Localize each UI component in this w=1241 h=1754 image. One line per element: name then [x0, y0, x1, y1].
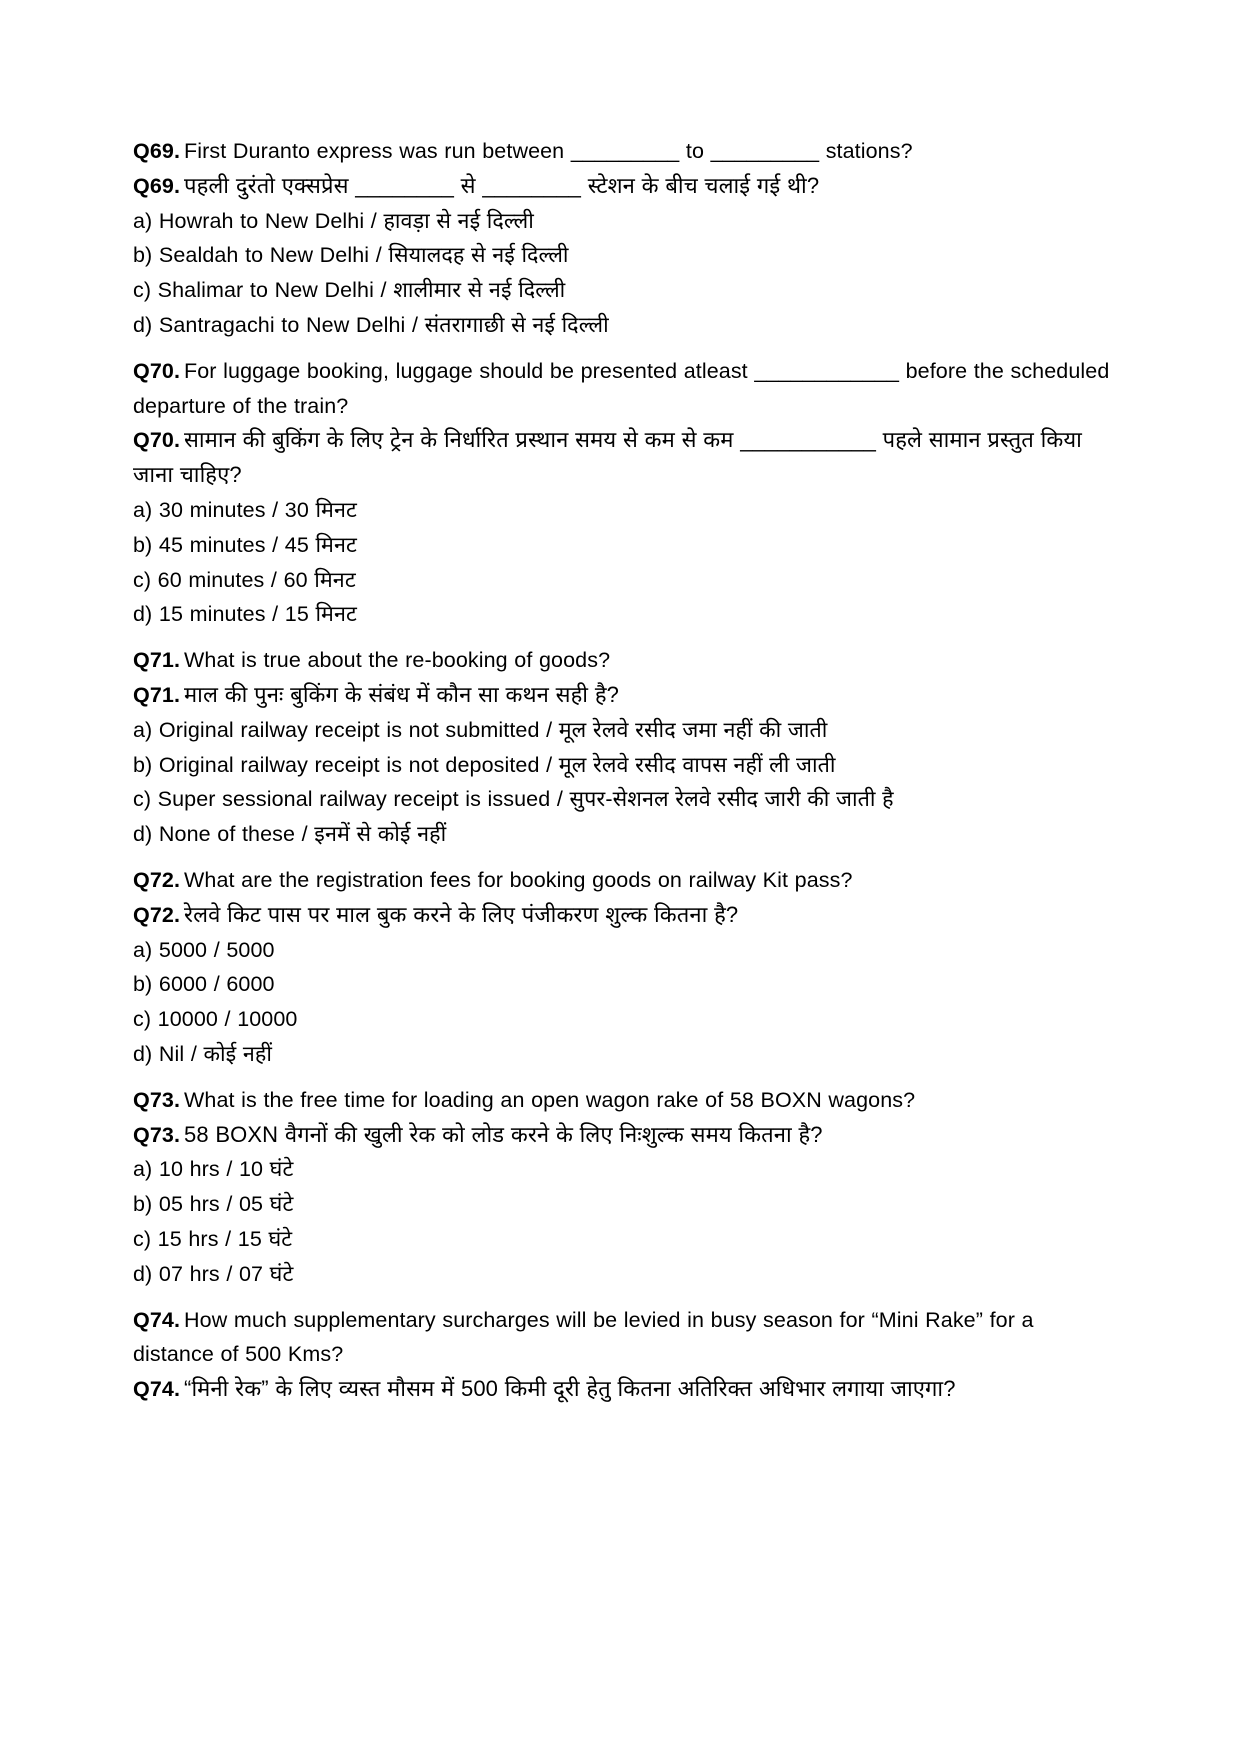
question-hindi-line [133, 898, 1121, 933]
question-english-line [133, 643, 1121, 678]
option-item: a) 5000 / 5000 [133, 937, 275, 962]
question-number-hindi: Q71. [133, 682, 181, 707]
question-number-english: Q72. [133, 867, 181, 892]
question-english-line [133, 1303, 1121, 1373]
question-number-english: Q69. [133, 139, 181, 163]
question-block [133, 643, 1121, 852]
question-text-english: What are the registration fees for booking goods on railway Kit pass? [184, 867, 853, 892]
question-number-hindi: Q73. [133, 1122, 181, 1147]
option-item: d) None of these / इनमें से कोई नहीं [133, 822, 447, 847]
options-list [133, 493, 1121, 632]
options-list [133, 933, 1121, 1072]
option-item: a) Howrah to New Delhi / हावड़ा से नई दिल्ली [133, 208, 534, 233]
question-number-hindi: Q72. [133, 902, 181, 927]
question-number-english: Q74. [133, 1307, 181, 1332]
option-item: b) 05 hrs / 05 घंटे [133, 1192, 294, 1217]
question-text-english: What is the free time for loading an open wagon rake of 58 BOXN wagons? [184, 1087, 916, 1112]
question-block [133, 863, 1121, 1072]
question-english-line [133, 1083, 1121, 1118]
option-item: b) 6000 / 6000 [133, 972, 275, 997]
options-list [133, 204, 1121, 343]
question-block [133, 1083, 1121, 1292]
question-text-hindi: “मिनी रेक” के लिए व्यस्त मौसम में 500 किमी दूरी हेतु कितना अतिरिक्त अधिभार लगाया जाएगा? [184, 1376, 956, 1402]
question-english-line [133, 134, 1121, 169]
option-item: d) 15 minutes / 15 मिनट [133, 602, 357, 627]
question-hindi-line [133, 1372, 1121, 1407]
option-item: c) 60 minutes / 60 मिनट [133, 567, 356, 592]
question-number-hindi: Q74. [133, 1377, 181, 1402]
questions-container [133, 134, 1121, 1407]
option-item: c) Shalimar to New Delhi / शालीमार से नई दिल्ली [133, 278, 566, 303]
option-item: b) Sealdah to New Delhi / सियालदह से नई दिल्ली [133, 243, 569, 268]
option-item: d) 07 hrs / 07 घंटे [133, 1261, 294, 1286]
question-block [133, 1303, 1121, 1407]
question-text-hindi: 58 BOXN वैगनों की खुली रेक को लोड करने के लिए निःशुल्क समय कितना है? [184, 1121, 823, 1147]
question-number-english: Q73. [133, 1087, 181, 1112]
question-text-english: How much supplementary surcharges will be levied in busy season for “Mini Rake” for a distance of 500 Kms? [133, 1307, 1034, 1367]
option-item: d) Nil / कोई नहीं [133, 1041, 273, 1066]
question-hindi-line [133, 1118, 1121, 1153]
question-block [133, 134, 1121, 343]
option-item: b) 45 minutes / 45 मिनट [133, 532, 357, 557]
question-text-hindi: रेलवे किट पास पर माल बुक करने के लिए पंजीकरण शुल्क कितना है? [184, 901, 739, 927]
options-list [133, 1152, 1121, 1291]
question-text-english: What is true about the re-booking of goods? [184, 648, 611, 673]
question-english-line [133, 863, 1121, 898]
question-text-english: First Duranto express was run between _________ to _________ stations? [184, 139, 913, 163]
question-number-hindi: Q69. [133, 173, 181, 198]
option-item: d) Santragachi to New Delhi / संतरागाछी से नई दिल्ली [133, 312, 609, 337]
question-english-line [133, 354, 1121, 424]
option-item: b) Original railway receipt is not deposited / मूल रेलवे रसीद वापस नहीं ली जाती [133, 752, 836, 777]
option-item: c) 10000 / 10000 [133, 1007, 298, 1032]
question-hindi-line [133, 678, 1121, 713]
question-text-english: For luggage booking, luggage should be presented atleast ____________ before the scheduled departure of the train? [133, 358, 1110, 418]
option-item: a) 30 minutes / 30 मिनट [133, 497, 357, 522]
option-item: a) Original railway receipt is not submitted / मूल रेलवे रसीद जमा नहीं की जाती [133, 717, 828, 742]
question-number-english: Q71. [133, 648, 181, 673]
question-text-hindi: सामान की बुकिंग के लिए ट्रेन के निर्धारित प्रस्थान समय से कम से कम ___________ पहले सामान प्रस्तुत किया जाना चाहिए? [133, 427, 1082, 488]
question-number-english: Q70. [133, 358, 181, 383]
question-number-hindi: Q70. [133, 428, 181, 453]
question-hindi-line [133, 423, 1121, 493]
question-hindi-line [133, 169, 1121, 204]
option-item: a) 10 hrs / 10 घंटे [133, 1157, 294, 1182]
question-block [133, 354, 1121, 632]
question-text-hindi: पहली दुरंतो एक्सप्रेस ________ से ________ स्टेशन के बीच चलाई गई थी? [184, 172, 820, 198]
question-text-hindi: माल की पुनः बुकिंग के संबंध में कौन सा कथन सही है? [184, 681, 619, 707]
option-item: c) Super sessional railway receipt is issued / सुपर-सेशनल रेलवे रसीद जारी की जाती है [133, 787, 894, 812]
option-item: c) 15 hrs / 15 घंटे [133, 1226, 293, 1251]
options-list [133, 713, 1121, 852]
